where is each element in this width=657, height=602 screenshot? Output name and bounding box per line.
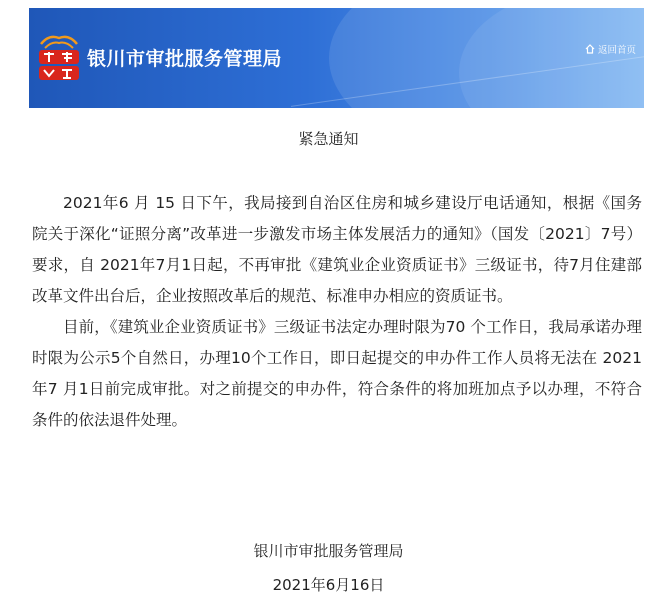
gov-affairs-logo-icon	[35, 32, 83, 84]
return-home-label[interactable]: 返回首页	[597, 45, 636, 56]
home-icon	[585, 44, 595, 54]
notice-body	[32, 188, 642, 436]
notice-paragraph: 目前，《建筑业企业资质证书》三级证书法定办理时限为70 个工作日，我局承诺办理时限为公示5个自然日，办理10个工作日，即日起提交的申办件工作人员将无法在 2021 年7 月1日前完成审批。对之前提交的申办件，符合条件的将加班加点予以办理，不符合条件的依法退件处理。	[32, 318, 642, 429]
notice-title: 紧急通知	[298, 130, 359, 148]
banner-decoration	[459, 8, 644, 108]
header-banner	[29, 8, 644, 108]
return-home-link[interactable]	[585, 42, 636, 56]
site-title: 银川市审批服务管理局	[87, 48, 283, 70]
signature-organization: 银川市审批服务管理局	[253, 542, 404, 560]
signature-date: 2021年6月16日	[272, 576, 385, 594]
notice-paragraph: 2021年6 月 15 日下午，我局接到自治区住房和城乡建设厅电话通知，根据《国务院关于深化“证照分离”改革进一步激发市场主体发展活力的通知》（国发〔2021〕7号）要求，自 2021年7月1日起，不再审批《建筑业企业资质证书》三级证书，待7月住建部改革文件出台后，企业按照改革后的规范、标准申办相应的资质证书。	[32, 194, 642, 305]
